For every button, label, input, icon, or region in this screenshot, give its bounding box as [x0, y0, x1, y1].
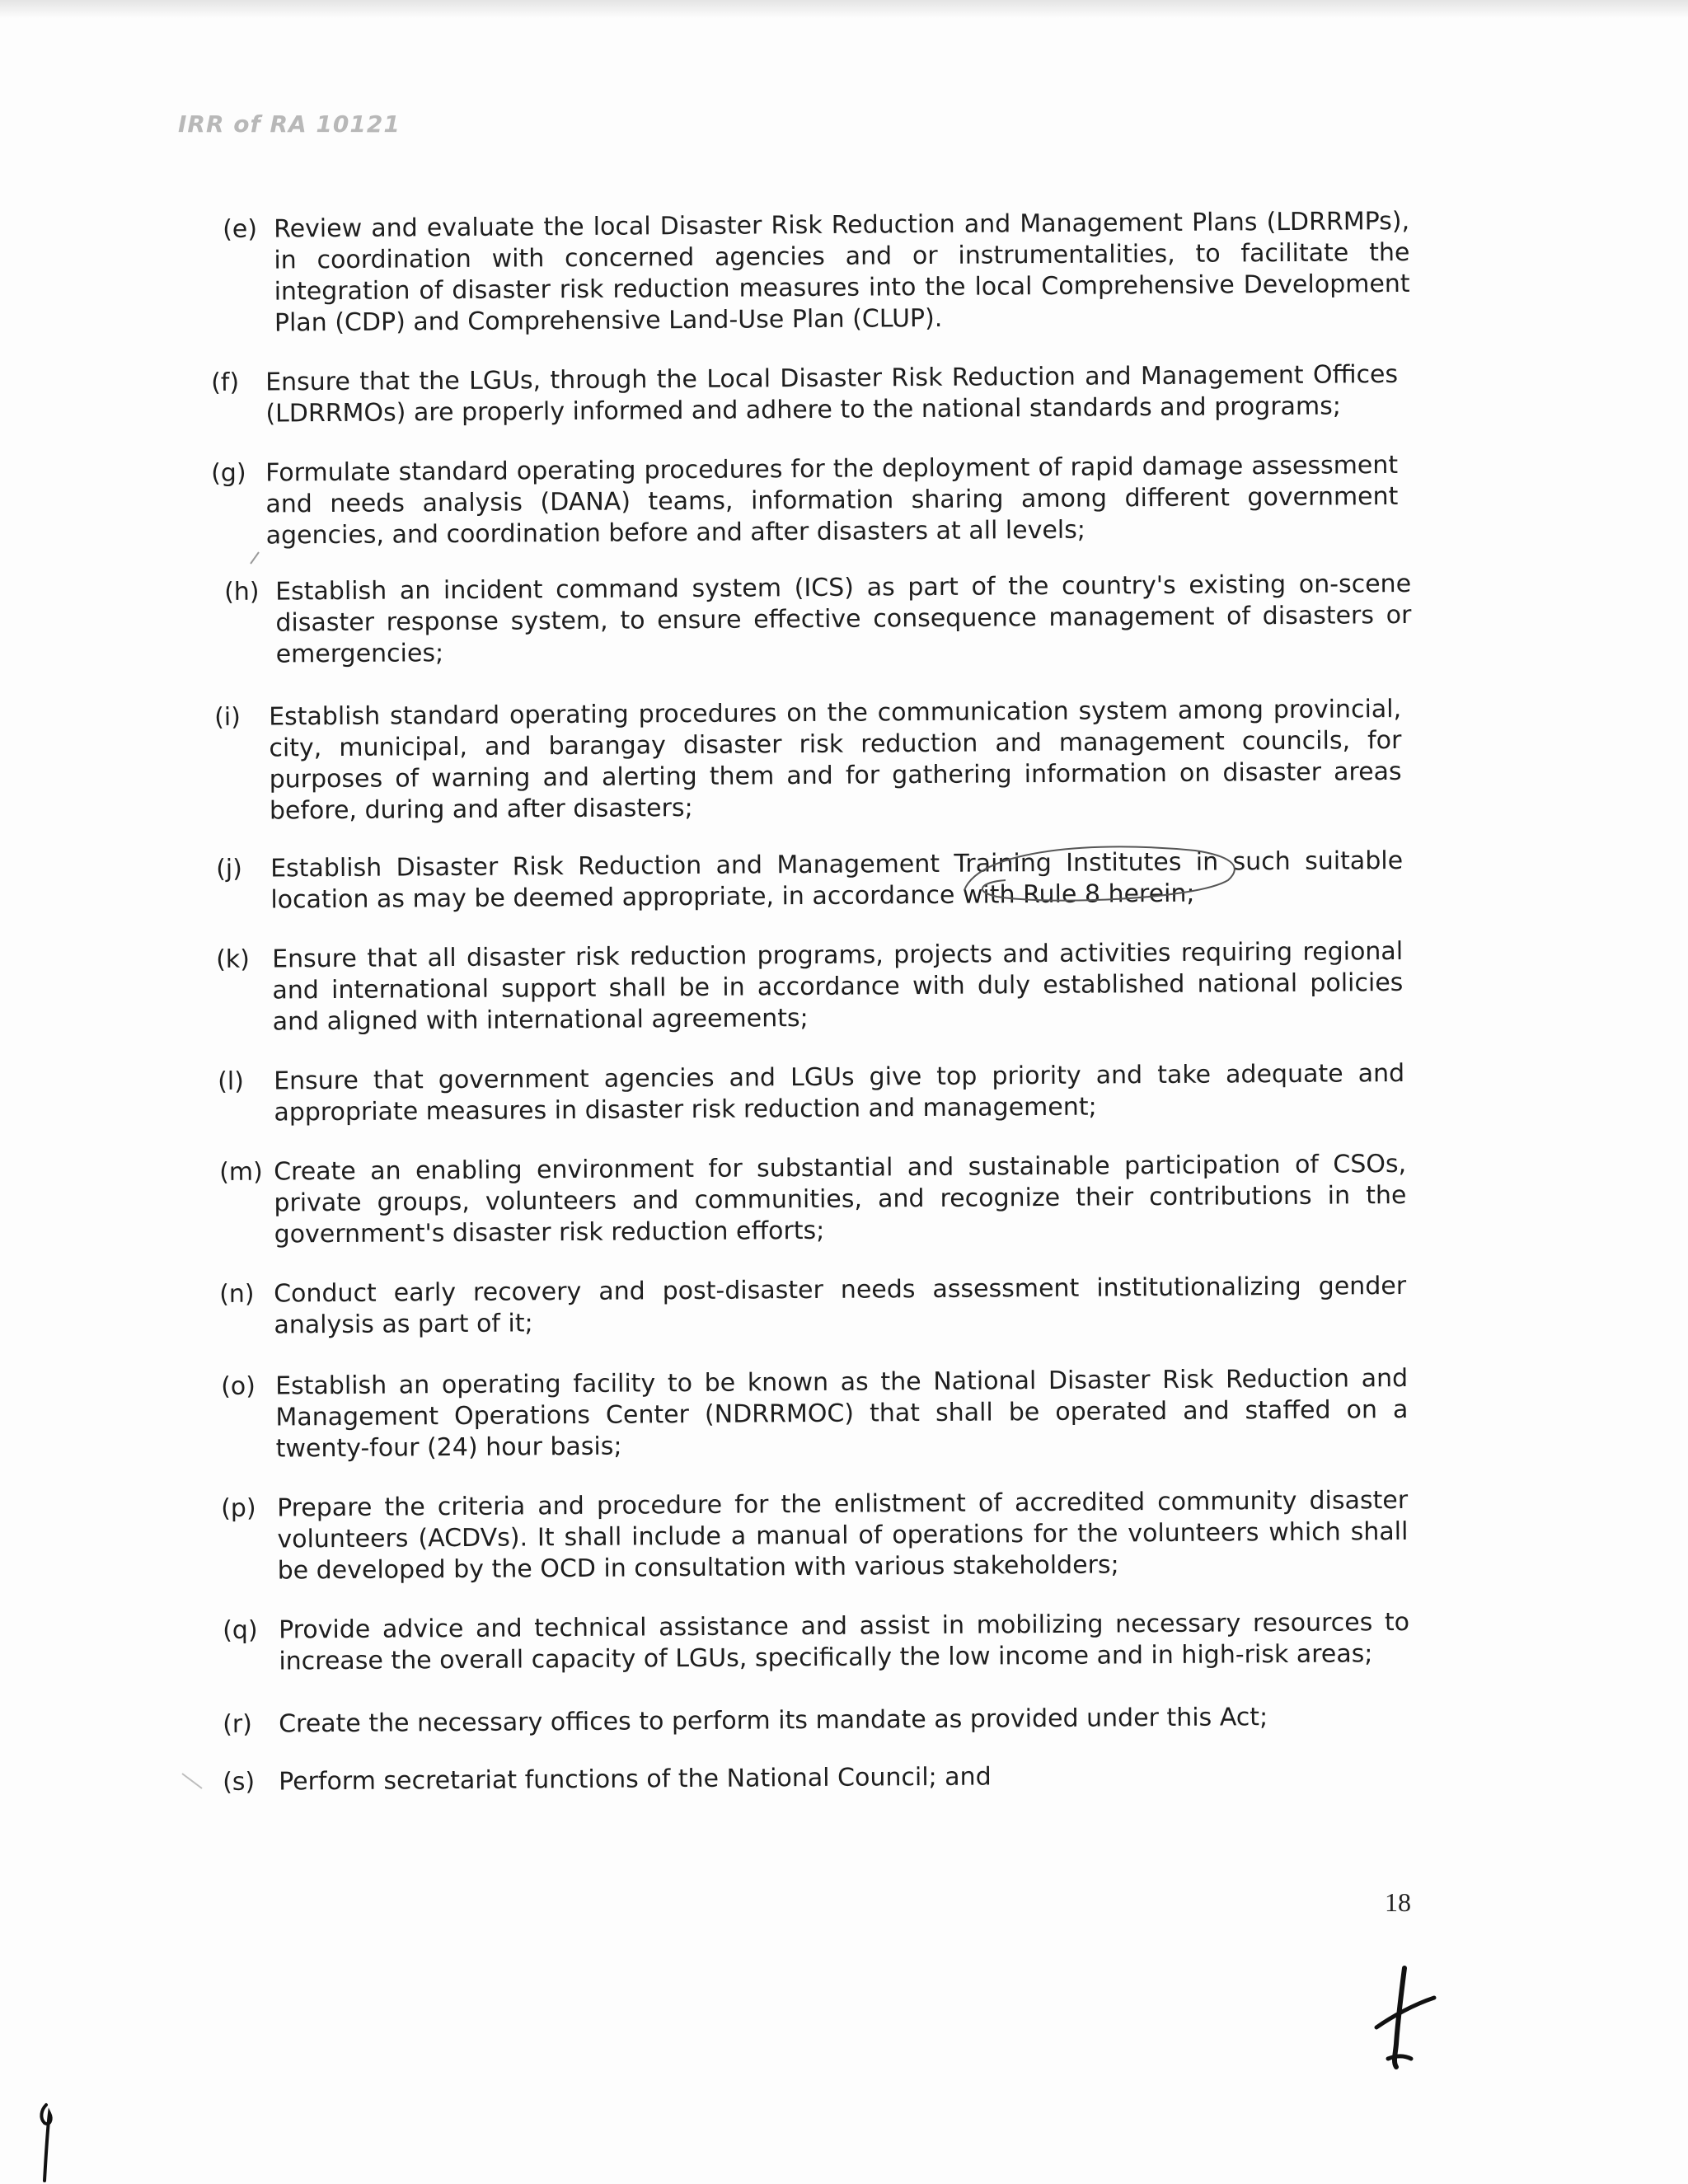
item-label: (n): [219, 1279, 255, 1309]
running-header: IRR of RA 10121: [178, 110, 401, 138]
item-text: Prepare the criteria and procedure for the enlistment of accredited community disaster volunteers (ACDVs). It shall include a manual of operations for the volunteers which shall be developed by the OCD in consultation with various stakeholders;: [277, 1485, 1409, 1586]
item-text: Create the necessary offices to perform its mandate as provided under this Act;: [279, 1703, 1268, 1739]
item-text: Perform secretariat functions of the National Council; and: [279, 1762, 992, 1797]
list-item: [219, 1271, 1406, 1342]
list-item: [218, 1058, 1404, 1129]
item-label: (r): [223, 1709, 253, 1739]
item-text: Ensure that all disaster risk reduction programs, projects and activities requiring regional and international support shall be in accordance with duly established national policies and aligned with international agreements;: [272, 936, 1404, 1037]
list-item: [216, 936, 1404, 1038]
list-item: [214, 694, 1402, 827]
item-label: (j): [216, 854, 243, 883]
list-item: [221, 1485, 1409, 1587]
item-label: (s): [223, 1767, 256, 1797]
stray-pen-mark: [247, 544, 272, 569]
item-text: Establish Disaster Risk Reduction and Management Training Institutes in such suitable location as may be deemed appropriate, in accordance with Rule 8 herein;: [270, 846, 1404, 915]
list-item: [221, 1363, 1409, 1465]
item-label: (q): [223, 1615, 258, 1645]
list-item: [223, 1701, 1409, 1741]
item-text: Ensure that government agencies and LGUs give top priority and take adequate and appropriate measures in disaster risk reduction and management;: [274, 1058, 1405, 1127]
item-label: (p): [221, 1493, 256, 1523]
list-item: [211, 359, 1398, 430]
item-label: (g): [211, 458, 246, 488]
item-label: (f): [211, 368, 240, 397]
item-text: Formulate standard operating procedures for the deployment of rapid damage assessment and needs analysis (DANA) teams, information sharing among different government agencies, and coordination before and after disasters at all levels;: [265, 450, 1399, 551]
item-text: Conduct early recovery and post-disaster needs assessment institutionalizing gender analysis as part of it;: [274, 1271, 1407, 1340]
item-text: Provide advice and technical assistance and assist in mobilizing necessary resources to increase the overall capacity of LGUs, specifically the low income and in high-risk areas;: [279, 1607, 1410, 1676]
list-item: [223, 206, 1410, 340]
item-text: Establish an operating facility to be known as the National Disaster Risk Reduction and Management Operations Center (NDRRMOC) that shall be operated and staffed on a twenty-four (24) hour basis;: [275, 1363, 1409, 1464]
item-label: (i): [214, 702, 241, 732]
list-item: [211, 450, 1399, 552]
item-label: (h): [224, 577, 260, 607]
list-item: [224, 569, 1412, 671]
list-item: [223, 1607, 1409, 1678]
item-text: Review and evaluate the local Disaster Risk Reduction and Management Plans (LDRRMPs), in coordination with concerned agencies and or instrumentalities, to facilitate the integration of disaster risk reduction measures into the local Comprehensive Development Plan (CDP) and Comprehensive Land-Use Plan (CLUP).: [274, 206, 1410, 338]
list-item: [223, 1759, 1409, 1798]
list-item: [219, 1149, 1407, 1251]
item-text: Establish standard operating procedures on the communication system among provincial, city, municipal, and barangay disaster risk reduction and management councils, for purposes of warning and alerting them and for gathering information on disaster areas before, during and after disasters;: [269, 694, 1402, 826]
item-label: (m): [219, 1157, 263, 1187]
item-text: Create an enabling environment for substantial and sustainable participation of CSOs, private groups, volunteers and communities, and recognize their contributions in the government's disaster risk reduction efforts;: [274, 1149, 1407, 1249]
item-label: (o): [221, 1371, 256, 1401]
scan-shadow: [0, 0, 1688, 18]
handwritten-margin-mark: [30, 2102, 63, 2184]
item-text: Ensure that the LGUs, through the Local Disaster Risk Reduction and Management Offices (LDRRMOs) are properly informed and adhere to the national standards and programs;: [265, 359, 1399, 429]
item-text: Establish an incident command system (ICS) as part of the country's existing on-scene disaster response system, to ensure effective consequence management of disasters or emergencies;: [275, 569, 1412, 669]
item-label: (e): [223, 214, 258, 244]
page-number: 18: [1385, 1887, 1411, 1917]
handwritten-initial-mark: [1368, 1961, 1442, 2077]
stray-pen-mark: [177, 1764, 210, 1797]
item-label: (l): [218, 1066, 245, 1096]
item-label: (k): [216, 944, 251, 974]
pen-circle-annotation: [948, 832, 1278, 915]
